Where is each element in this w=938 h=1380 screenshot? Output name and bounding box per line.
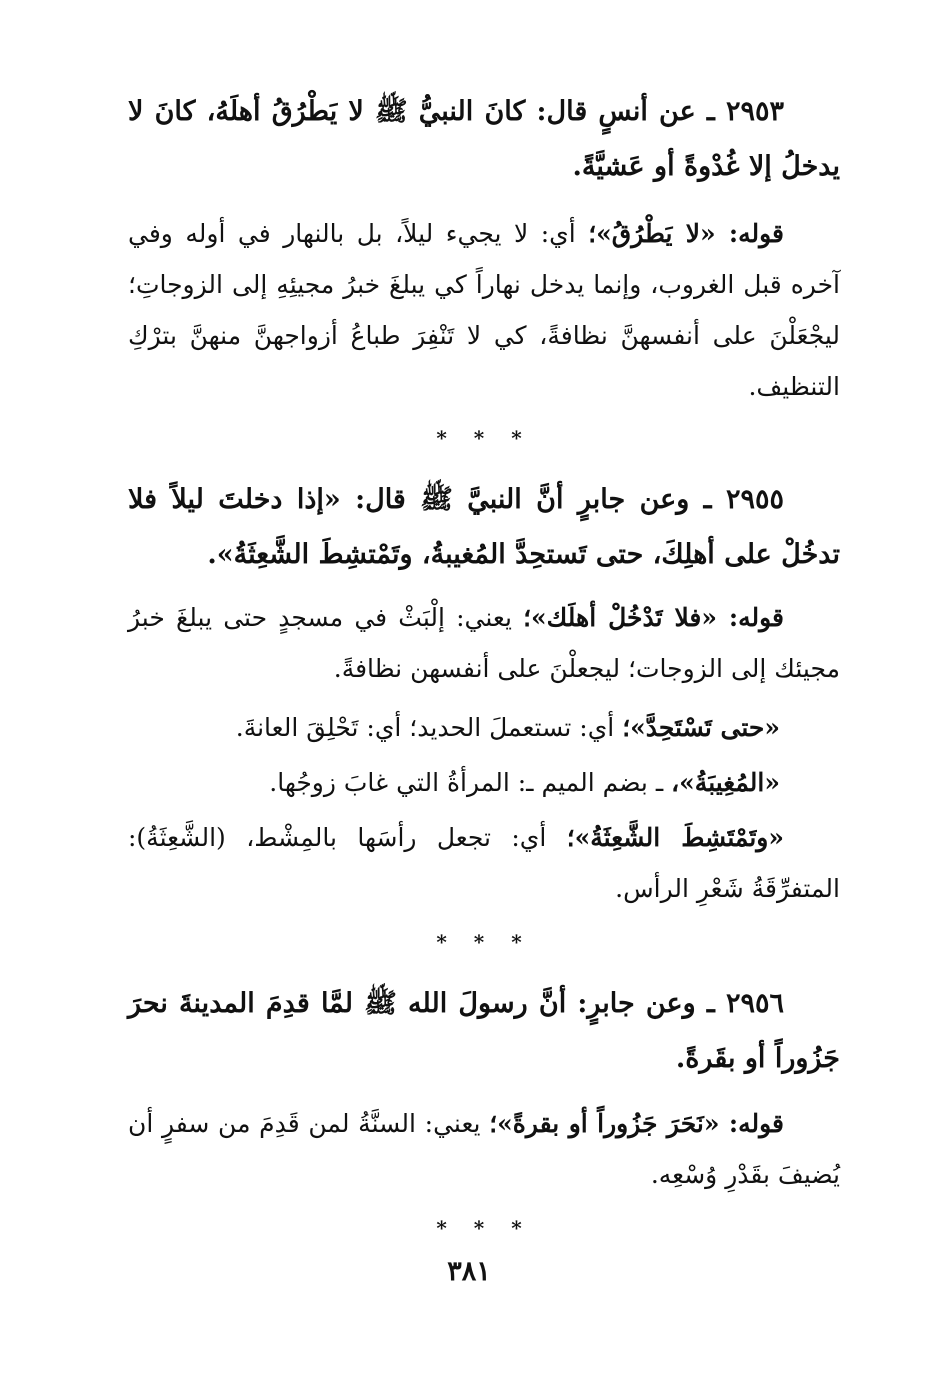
- commentary-text: أي: لا يجيء ليلاً، بل بالنهار في أوله وفي آخره قبل الغروب، وإنما يدخل نهاراً كي يبلغَ خبرُ مجيئِهِ إلى الزوجاتِ؛ ليجْعَلْنَ على أنفسهنَّ نظافةً، كي لا تَنْفِرَ طباعُ أزواجهنَّ منهنَّ بترْكِ التنظيف.: [128, 219, 840, 401]
- commentary-2953: [128, 208, 840, 412]
- hadith-2953: ٢٩٥٣ ـ عن أنسٍ قال: كانَ النبيُّ ﷺ لا يَطْرُقُ أهلَهُ، كانَ لا يدخلُ إلا غُدْوةً أو عَشيَّةً.: [128, 96, 840, 182]
- page-body: [128, 84, 840, 1240]
- hadith-2956: ٢٩٥٦ ـ وعن جابرٍ: أنَّ رسولَ الله ﷺ لمَّا قدِمَ المدينةَ نحرَ جَزُوراً أو بقَرةً.: [128, 988, 840, 1074]
- page-number: ٣٨١: [447, 1256, 491, 1287]
- section-separator: * * *: [436, 426, 532, 450]
- section-separator: * * *: [436, 1216, 532, 1240]
- gloss-text: أي: تجعل رأسَها بالمِشْط، (الشَّعِثَةُ): المتفرِّقَةُ شَعْرِ الرأس.: [128, 823, 840, 903]
- gloss-lemma: «حتى تَسْتَحِدَّ»؛: [622, 713, 780, 742]
- commentary-2956: [128, 1098, 840, 1200]
- commentary-text: يعني: السنَّةُ لمن قَدِمَ من سفرٍ أن يُضيفَ بقَدْرِ وُسْعِه.: [128, 1109, 840, 1189]
- gloss-item: [128, 702, 840, 753]
- commentary-lemma: قوله: «فلا تَدْخُلْ أهلَك»؛: [523, 603, 785, 632]
- gloss-item: [128, 757, 840, 808]
- gloss-text: ـ بضم الميم ـ: المرأةُ التي غابَ زوجُها.: [269, 768, 672, 797]
- commentary-lemma: قوله: «لا يَطْرُقُ»؛: [588, 219, 784, 248]
- gloss-lemma: «وتَمْتَشِطَ الشَّعِثَةُ»؛: [566, 823, 784, 852]
- section-separator: * * *: [436, 930, 532, 954]
- gloss-text: أي: تستعملَ الحديد؛ أي: تَحْلِقَ العانةَ.: [235, 713, 623, 742]
- gloss-item: [128, 812, 840, 914]
- gloss-lemma: «المُغِيبَةُ»،: [671, 768, 780, 797]
- commentary-2955: [128, 592, 840, 694]
- commentary-lemma: قوله: «نَحَرَ جَزُوراً أو بقرةً»؛: [489, 1109, 785, 1138]
- hadith-2955: ٢٩٥٥ ـ وعن جابرٍ أنَّ النبيَّ ﷺ قال: «إذا دخلتَ ليلاً فلا تدخُلْ على أهلِكَ، حتى تَستحِدَّ المُغيبةُ، وتَمْتشِطَ الشَّعِثَةُ».: [128, 484, 840, 570]
- commentary-text: يعني: إلْبَثْ في مسجدٍ حتى يبلغَ خبرُ مجيئك إلى الزوجات؛ ليجعلْنَ على أنفسهن نظافةً.: [128, 603, 840, 683]
